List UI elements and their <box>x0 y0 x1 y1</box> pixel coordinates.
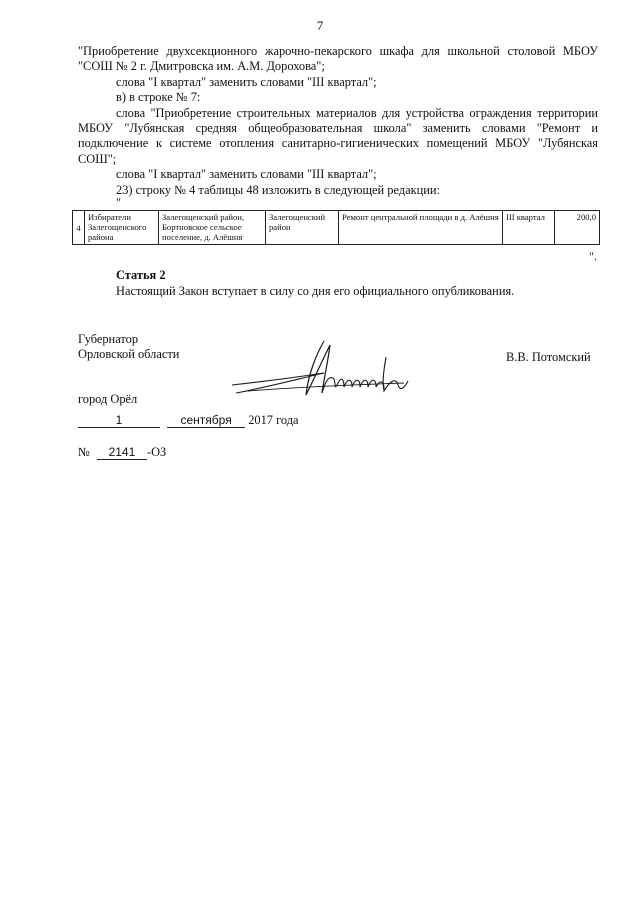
signature-image <box>228 335 418 405</box>
article-title: Статья 2 <box>116 268 166 282</box>
cell-amount: 200,0 <box>555 211 600 245</box>
paragraph-5: слова "I квартал" заменить словами "III квартал"; <box>116 167 377 182</box>
paragraph-3: в) в строке № 7: <box>116 90 201 105</box>
law-number-suffix: -ОЗ <box>146 445 167 459</box>
signer-name: В.В. Потомский <box>506 350 591 364</box>
amendment-text <box>78 44 598 208</box>
date-month: сентября <box>167 414 245 428</box>
signer-title-line-1: Губернатор <box>78 332 139 346</box>
cell-term: III квартал <box>503 211 555 245</box>
law-number-line <box>78 445 166 460</box>
date-day: 1 <box>78 414 160 428</box>
closing-quote: ". <box>589 249 597 263</box>
law-number-prefix: № <box>78 445 90 459</box>
cell-location: Залегощенский район, Бортновское сельское поселение, д. Алёшня <box>159 211 266 245</box>
signer-title-line-2: Орловской области <box>78 347 180 362</box>
paragraph-1: "Приобретение двухсекционного жарочно-пекарского шкафа для школьной столовой МБОУ "СОШ № 2 г. Дмитровска им. А.М. Дорохова"; <box>78 44 598 74</box>
paragraph-4: слова "Приобретение строительных материалов для устройства ограждения территории МБОУ "Лубянская средняя общеобразовательная школа" заменить словами "Ремонт и подключение к системе отопления санитарно-гигиенических помещений МБОУ "Лубянская СОШ"; <box>78 105 598 166</box>
signer-title <box>78 332 179 363</box>
cell-row-number: 4 <box>73 211 85 245</box>
article-text: Настоящий Закон вступает в силу со дня его официального опубликования. <box>116 284 515 298</box>
table-row <box>73 211 600 245</box>
place-of-signing: город Орёл <box>78 392 138 406</box>
cell-purpose: Ремонт центральной площади в д. Алёшня <box>339 211 503 245</box>
cell-recipient: Залегощенский район <box>266 211 339 245</box>
page-number: 7 <box>316 18 324 33</box>
date-year: 2017 года <box>248 413 299 427</box>
amendment-table <box>72 210 600 245</box>
open-quote: " <box>116 195 121 210</box>
cell-district: Избиратели Залегощенского района <box>85 211 159 245</box>
paragraph-6: 23) строку № 4 таблицы 48 изложить в следующей редакции: <box>116 182 440 197</box>
paragraph-2: слова "I квартал" заменить словами "III квартал"; <box>116 74 377 89</box>
law-number: 2141 <box>97 446 147 460</box>
signing-date <box>78 413 299 428</box>
